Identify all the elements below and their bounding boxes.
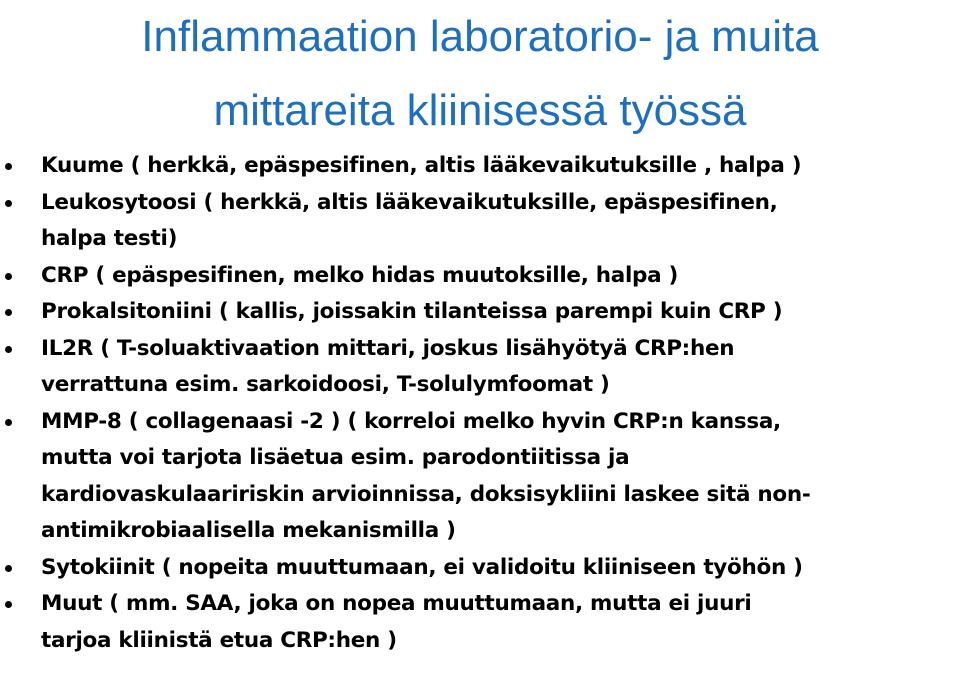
bullet-dot-icon: [5, 419, 12, 426]
bullet-dot-icon: [5, 565, 12, 572]
bullet-item-muut: [0, 586, 960, 659]
bullet-item-kuume: [0, 148, 960, 185]
bullet-item-leukosytoosi: [0, 185, 960, 258]
bullet-item-prokalsitoniini: [0, 294, 960, 331]
bullet-text: kardiovaskulaaririskin arvioinnissa, doksisykliini laskee sitä non-: [41, 481, 811, 507]
bullet-text: IL2R ( T-soluaktivaation mittari, joskus lisähyötyä CRP:hen: [41, 335, 735, 361]
bullet-item-sytokiinit: [0, 550, 960, 587]
bullet-item-mmp8: [0, 404, 960, 550]
bullet-dot-icon: [5, 273, 12, 280]
bullet-item-crp: [0, 258, 960, 295]
bullet-text: Kuume ( herkkä, epäspesifinen, altis lääkevaikutuksille , halpa ): [41, 153, 802, 178]
bullet-text: Sytokiinit ( nopeita muuttumaan, ei validoitu kliiniseen työhön ): [41, 554, 803, 580]
bullet-text: tarjoa kliinistä etua CRP:hen ): [41, 627, 397, 653]
bullet-item-il2r: [0, 331, 960, 404]
bullet-dot-icon: [5, 601, 12, 608]
bullet-text: MMP-8 ( collagenaasi -2 ) ( korreloi melko hyvin CRP:n kanssa,: [41, 408, 781, 434]
bullet-text: halpa testi): [41, 226, 178, 251]
bullet-list: [0, 148, 960, 659]
slide-title-line-1: Inflammaation laboratorio- ja muita: [141, 12, 819, 61]
bullet-text: Prokalsitoniini ( kallis, joissakin tilanteissa parempi kuin CRP ): [41, 299, 783, 324]
bullet-text: CRP ( epäspesifinen, melko hidas muutoksille, halpa ): [41, 262, 679, 288]
bullet-text: mutta voi tarjota lisäetua esim. parodontiitissa ja: [41, 445, 630, 470]
bullet-text: Leukosytoosi ( herkkä, altis lääkevaikutuksille, epäspesifinen,: [41, 189, 778, 215]
slide-title-line-2: mittareita kliinisessä työssä: [213, 86, 747, 135]
bullet-text: verrattuna esim. sarkoidoosi, T-solulymfoomat ): [41, 372, 610, 397]
slide-title: [0, 0, 960, 148]
bullet-text: Muut ( mm. SAA, joka on nopea muuttumaan, mutta ei juuri: [41, 591, 752, 616]
bullet-dot-icon: [5, 200, 12, 207]
bullet-text: antimikrobiaalisella mekanismilla ): [41, 518, 456, 543]
bullet-dot-icon: [5, 309, 12, 316]
bullet-dot-icon: [5, 163, 12, 170]
bullet-dot-icon: [5, 346, 12, 353]
